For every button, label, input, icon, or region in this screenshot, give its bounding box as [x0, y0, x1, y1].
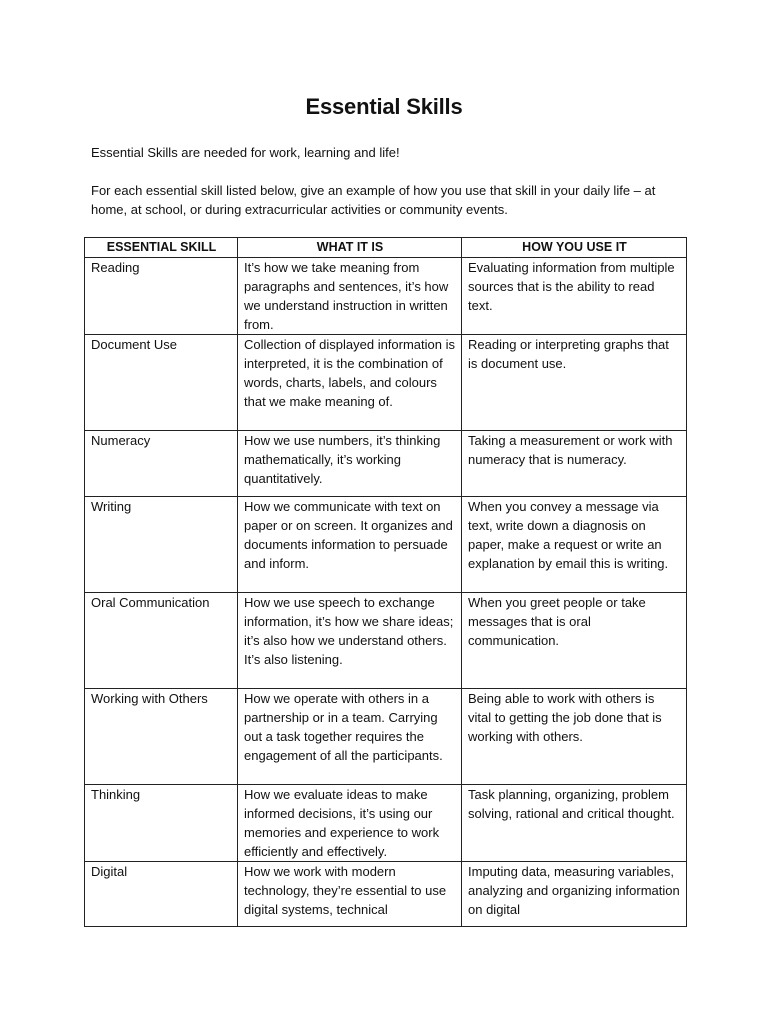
skill-cell: Reading [85, 258, 238, 335]
what-cell: Collection of displayed information is interpreted, it is the combination of words, charts, labels, and colours that we make meaning of. [238, 335, 462, 431]
how-cell-text: Imputing data, measuring variables, analyzing and organizing information on digital [468, 864, 680, 917]
how-cell: When you greet people or take messages that is oral communication. [462, 593, 687, 689]
table-header-row [85, 238, 687, 258]
header-what-it-is: WHAT IT IS [238, 238, 462, 258]
table-row [85, 335, 687, 431]
how-cell: Task planning, organizing, problem solving, rational and critical thought. [462, 785, 687, 862]
table-row [85, 593, 687, 689]
table-row [85, 497, 687, 593]
table-row [85, 689, 687, 785]
what-cell: How we operate with others in a partnership or in a team. Carrying out a task together requires the engagement of all the participants. [238, 689, 462, 785]
table-row [85, 258, 687, 335]
what-cell: How we communicate with text on paper or on screen. It organizes and documents information to persuade and inform. [238, 497, 462, 593]
what-cell [238, 862, 462, 927]
how-cell [462, 862, 687, 927]
skill-cell: Working with Others [85, 689, 238, 785]
what-cell: It’s how we take meaning from paragraphs and sentences, it’s how we understand instruction in written from. [238, 258, 462, 335]
intro-paragraph-2: For each essential skill listed below, give an example of how you use that skill in your daily life – at home, at school, or during extracurricular activities or community events. [91, 183, 656, 217]
skill-cell [85, 862, 238, 927]
skill-cell: Writing [85, 497, 238, 593]
table-row [85, 431, 687, 497]
skill-cell: Document Use [85, 335, 238, 431]
skill-cell: Oral Communication [85, 593, 238, 689]
how-cell: Evaluating information from multiple sources that is the ability to read text. [462, 258, 687, 335]
table-row [85, 785, 687, 862]
how-cell: Reading or interpreting graphs that is document use. [462, 335, 687, 431]
skill-cell: Thinking [85, 785, 238, 862]
what-cell: How we use speech to exchange information, it’s how we share ideas; it’s also how we understand others. It’s also listening. [238, 593, 462, 689]
intro-paragraph-1: Essential Skills are needed for work, learning and life! [91, 145, 400, 160]
page-title: Essential Skills [305, 94, 463, 119]
header-essential-skill: ESSENTIAL SKILL [85, 238, 238, 258]
what-cell-text: How we work with modern technology, they’re essential to use digital systems, technical [244, 864, 447, 917]
table-row [85, 862, 687, 927]
how-cell: Being able to work with others is vital to getting the job done that is working with others. [462, 689, 687, 785]
what-cell: How we evaluate ideas to make informed decisions, it’s using our memories and experience to work efficiently and effectively. [238, 785, 462, 862]
skill-cell-text: Digital [91, 864, 128, 879]
what-cell: How we use numbers, it’s thinking mathematically, it’s working quantitatively. [238, 431, 462, 497]
how-cell: Taking a measurement or work with numeracy that is numeracy. [462, 431, 687, 497]
skill-cell: Numeracy [85, 431, 238, 497]
how-cell: When you convey a message via text, write down a diagnosis on paper, make a request or write an explanation by email this is writing. [462, 497, 687, 593]
header-how-you-use-it: HOW YOU USE IT [462, 238, 687, 258]
essential-skills-table [84, 237, 687, 927]
